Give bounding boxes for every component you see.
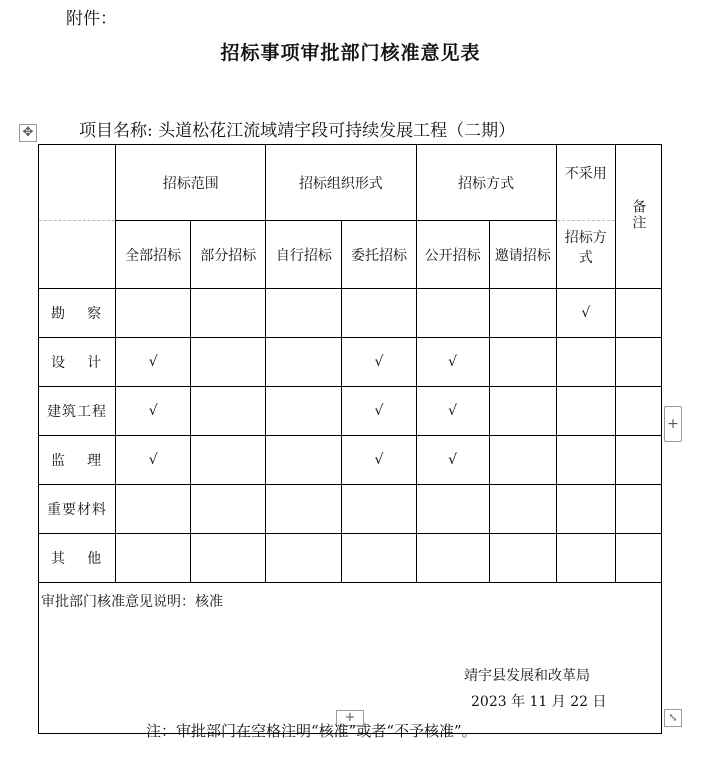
row-label-cell [39,289,116,338]
table-cell: √ [116,338,191,387]
table-cell [266,387,342,436]
table-cell [266,436,342,485]
table-cell [615,289,661,338]
row-label-cell [39,436,116,485]
col-header: 全部招标 [116,221,191,289]
table-cell [342,485,416,534]
row-label-char: 计 [87,355,102,371]
table-cell [416,534,489,583]
plus-icon[interactable]: + [664,406,682,442]
table-cell [191,338,266,387]
table-cell [416,485,489,534]
table-cell [489,485,556,534]
header-remarks-cell [615,145,661,289]
table-cell [116,485,191,534]
row-label: 建筑工程 [39,387,116,436]
col-header: 邀请招标 [489,221,556,289]
table-cell [615,534,661,583]
row-label-char: 勘 [51,306,65,322]
row-label-cell [39,338,116,387]
table-cell [191,534,266,583]
table-cell [342,534,416,583]
col-header: 委托招标 [342,221,416,289]
table-cell: √ [116,436,191,485]
table-cell [615,436,661,485]
table-row [39,436,662,485]
footnote: 注：审批部门在空格注明“核准”或者“不予核准”。 [146,722,477,740]
table-cell [116,289,191,338]
table-row [39,534,662,583]
table-cell: √ [342,338,416,387]
row-label-char: 监 [51,453,65,469]
header-org-form: 招标组织形式 [266,145,416,221]
row-label-char: 察 [87,306,102,322]
table-cell [116,534,191,583]
table-cell [191,436,266,485]
table-cell [489,436,556,485]
corner-cell [39,145,116,221]
header-not-adopt-line2: 招标方式 [556,221,615,289]
table-row [39,387,662,436]
col-header: 部分招标 [191,221,266,289]
table-cell [615,338,661,387]
table-cell [556,485,615,534]
table-cell: √ [342,436,416,485]
table-cell: √ [342,387,416,436]
table-cell [489,534,556,583]
header-scope: 招标范围 [116,145,266,221]
table-row [39,289,662,338]
table-cell [556,338,615,387]
row-label-char: 他 [87,551,102,567]
table-cell: √ [556,289,615,338]
col-header: 公开招标 [416,221,489,289]
row-label-char: 理 [87,453,102,469]
table-cell: √ [416,387,489,436]
row-label-char: 其 [51,551,65,567]
resize-handle-icon[interactable]: ⤡ [664,709,682,727]
table-cell [266,485,342,534]
col-header: 自行招标 [266,221,342,289]
table-cell [266,289,342,338]
row-label: 重要材料 [39,485,116,534]
table-cell [489,289,556,338]
table-cell [556,436,615,485]
header-method: 招标方式 [416,145,556,221]
table-cell [615,485,661,534]
plus-icon[interactable]: + [336,710,364,726]
table-cell [191,485,266,534]
header-not-adopt-line1: 不采用 [556,145,615,221]
approval-table [38,144,662,734]
approval-date: 2023 年 11 月 22 日 [471,694,607,710]
opinion-text: 审批部门核准意见说明：核准 [41,594,223,610]
table-row [39,485,662,534]
table-cell [489,387,556,436]
table-cell: √ [116,387,191,436]
table-row [39,338,662,387]
corner-cell-lower [39,221,116,289]
project-name: 项目名称: 头道松花江流域靖宇段可持续发展工程（二期） [79,121,516,141]
table-cell [416,289,489,338]
header-remarks: 备注 [630,198,647,231]
table-cell [191,289,266,338]
table-cell [266,534,342,583]
row-label-char: 设 [51,355,65,371]
table-cell [489,338,556,387]
table-cell [342,289,416,338]
move-handle-icon[interactable]: ✥ [19,124,37,142]
table-cell [191,387,266,436]
table-cell: √ [416,436,489,485]
row-label-cell [39,534,116,583]
table-cell [556,387,615,436]
table-cell [266,338,342,387]
table-cell [615,387,661,436]
approving-office: 靖宇县发展和改革局 [464,668,590,684]
table-cell [556,534,615,583]
page-title: 招标事项审批部门核准意见表 [220,42,481,64]
table-cell: √ [416,338,489,387]
attachment-label: 附件： [66,9,117,29]
